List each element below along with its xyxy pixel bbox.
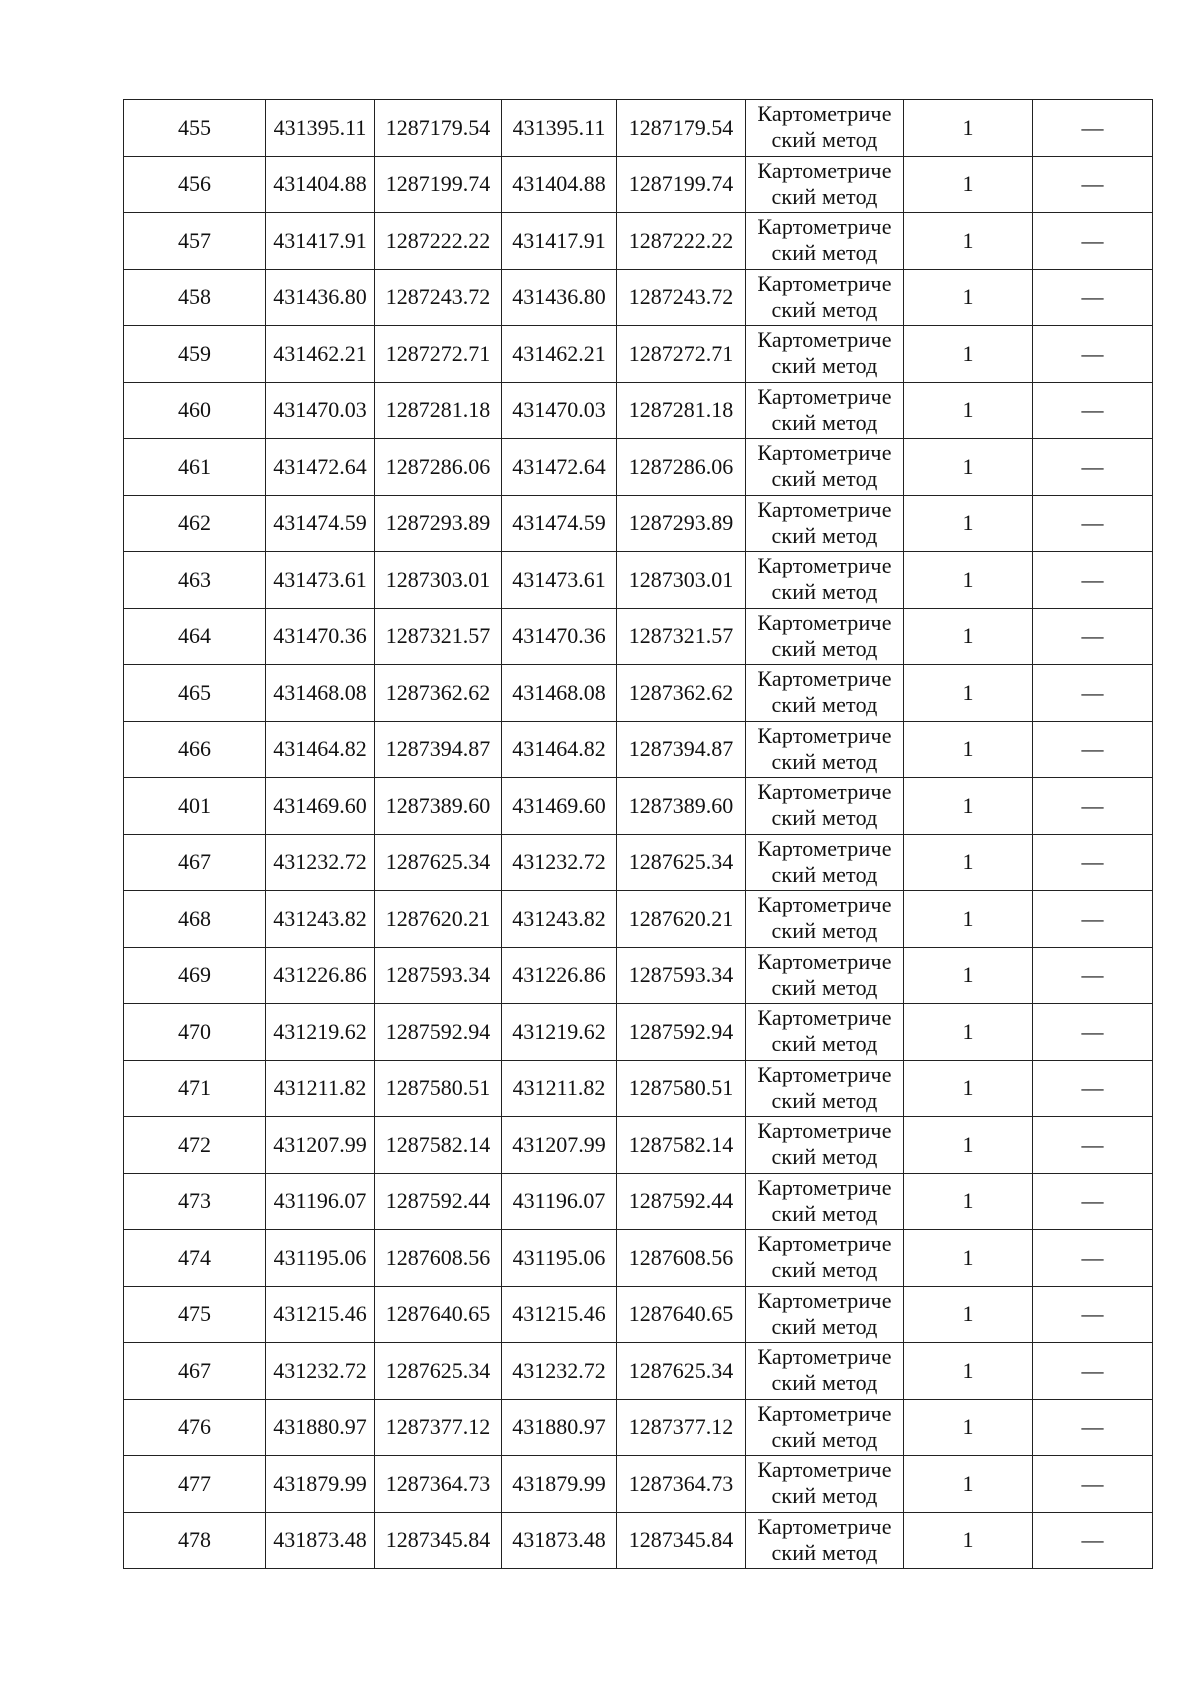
method-line-2: ский метод — [771, 1539, 878, 1565]
description-cell: — — [1033, 1512, 1153, 1569]
description-cell: — — [1033, 495, 1153, 552]
new-y-cell: 1287640.65 — [617, 1286, 746, 1343]
new-y-cell: 1287593.34 — [617, 947, 746, 1004]
new-x-cell: 431472.64 — [502, 439, 617, 496]
method-cell — [746, 382, 904, 439]
new-x-cell: 431395.11 — [502, 100, 617, 157]
point-number-cell: 401 — [124, 778, 266, 835]
table-row — [124, 269, 1153, 326]
existing-y-cell: 1287199.74 — [375, 156, 502, 213]
table-row — [124, 382, 1153, 439]
method-cell — [746, 213, 904, 270]
description-cell: — — [1033, 100, 1153, 157]
point-number-cell: 468 — [124, 891, 266, 948]
existing-x-cell: 431219.62 — [266, 1004, 375, 1061]
existing-y-cell: 1287303.01 — [375, 552, 502, 609]
accuracy-cell: 1 — [904, 1060, 1033, 1117]
new-x-cell: 431196.07 — [502, 1173, 617, 1230]
existing-x-cell: 431468.08 — [266, 665, 375, 722]
accuracy-cell: 1 — [904, 269, 1033, 326]
existing-x-cell: 431232.72 — [266, 834, 375, 891]
existing-x-cell: 431436.80 — [266, 269, 375, 326]
existing-x-cell: 431215.46 — [266, 1286, 375, 1343]
table-row — [124, 608, 1153, 665]
method-line-2: ский метод — [771, 1257, 878, 1282]
method-line-1: Картометриче — [757, 948, 892, 974]
method-cell — [746, 891, 904, 948]
existing-x-cell: 431473.61 — [266, 552, 375, 609]
description-cell: — — [1033, 665, 1153, 722]
method-cell — [746, 1230, 904, 1287]
new-x-cell: 431207.99 — [502, 1117, 617, 1174]
existing-x-cell: 431417.91 — [266, 213, 375, 270]
existing-y-cell: 1287592.94 — [375, 1004, 502, 1061]
new-y-cell: 1287222.22 — [617, 213, 746, 270]
description-cell: — — [1033, 721, 1153, 778]
existing-x-cell: 431226.86 — [266, 947, 375, 1004]
point-number-cell: 466 — [124, 721, 266, 778]
method-cell — [746, 947, 904, 1004]
existing-x-cell: 431207.99 — [266, 1117, 375, 1174]
method-line-1: Картометриче — [757, 609, 892, 635]
point-number-cell: 477 — [124, 1456, 266, 1513]
existing-y-cell: 1287625.34 — [375, 834, 502, 891]
point-number-cell: 465 — [124, 665, 266, 722]
point-number-cell: 473 — [124, 1173, 266, 1230]
description-cell: — — [1033, 891, 1153, 948]
table-row — [124, 834, 1153, 891]
accuracy-cell: 1 — [904, 552, 1033, 609]
method-cell — [746, 834, 904, 891]
new-y-cell: 1287243.72 — [617, 269, 746, 326]
new-x-cell: 431880.97 — [502, 1399, 617, 1456]
point-number-cell: 463 — [124, 552, 266, 609]
table-row — [124, 1173, 1153, 1230]
new-y-cell: 1287272.71 — [617, 326, 746, 383]
existing-y-cell: 1287593.34 — [375, 947, 502, 1004]
point-number-cell: 457 — [124, 213, 266, 270]
method-cell — [746, 100, 904, 157]
new-x-cell: 431470.03 — [502, 382, 617, 439]
method-line-1: Картометриче — [757, 101, 892, 126]
table-row — [124, 947, 1153, 1004]
new-x-cell: 431462.21 — [502, 326, 617, 383]
method-cell — [746, 608, 904, 665]
new-x-cell: 431469.60 — [502, 778, 617, 835]
description-cell: — — [1033, 608, 1153, 665]
method-line-2: ский метод — [771, 692, 878, 717]
table-row — [124, 1004, 1153, 1061]
description-cell: — — [1033, 778, 1153, 835]
description-cell: — — [1033, 382, 1153, 439]
method-line-1: Картометриче — [757, 383, 892, 409]
method-cell — [746, 1343, 904, 1400]
new-x-cell: 431879.99 — [502, 1456, 617, 1513]
table-row — [124, 1286, 1153, 1343]
new-x-cell: 431873.48 — [502, 1512, 617, 1569]
description-cell: — — [1033, 552, 1153, 609]
point-number-cell: 469 — [124, 947, 266, 1004]
existing-x-cell: 431243.82 — [266, 891, 375, 948]
new-y-cell: 1287281.18 — [617, 382, 746, 439]
accuracy-cell: 1 — [904, 382, 1033, 439]
method-line-2: ский метод — [771, 296, 878, 322]
description-cell: — — [1033, 156, 1153, 213]
table-row — [124, 665, 1153, 722]
existing-y-cell: 1287293.89 — [375, 495, 502, 552]
description-cell: — — [1033, 834, 1153, 891]
method-cell — [746, 1173, 904, 1230]
method-line-2: ский метод — [771, 1144, 878, 1169]
point-number-cell: 464 — [124, 608, 266, 665]
point-number-cell: 471 — [124, 1060, 266, 1117]
table-row — [124, 495, 1153, 552]
existing-y-cell: 1287377.12 — [375, 1399, 502, 1456]
point-number-cell: 475 — [124, 1286, 266, 1343]
existing-y-cell: 1287281.18 — [375, 382, 502, 439]
method-line-2: ский метод — [771, 183, 878, 209]
accuracy-cell: 1 — [904, 1512, 1033, 1569]
method-line-2: ский метод — [771, 635, 878, 661]
accuracy-cell: 1 — [904, 495, 1033, 552]
accuracy-cell: 1 — [904, 891, 1033, 948]
method-line-2: ский метод — [771, 579, 878, 604]
table-row — [124, 100, 1153, 157]
method-line-2: ский метод — [771, 353, 878, 378]
new-x-cell: 431436.80 — [502, 269, 617, 326]
method-cell — [746, 439, 904, 496]
accuracy-cell: 1 — [904, 213, 1033, 270]
new-y-cell: 1287580.51 — [617, 1060, 746, 1117]
accuracy-cell: 1 — [904, 1230, 1033, 1287]
point-number-cell: 478 — [124, 1512, 266, 1569]
table-row — [124, 1060, 1153, 1117]
accuracy-cell: 1 — [904, 156, 1033, 213]
new-y-cell: 1287286.06 — [617, 439, 746, 496]
new-y-cell: 1287582.14 — [617, 1117, 746, 1174]
method-line-2: ский метод — [771, 466, 878, 491]
description-cell: — — [1033, 1456, 1153, 1513]
new-y-cell: 1287592.44 — [617, 1173, 746, 1230]
method-line-2: ский метод — [771, 1087, 878, 1113]
new-x-cell: 431474.59 — [502, 495, 617, 552]
method-line-1: Картометриче — [757, 1344, 892, 1369]
method-line-2: ский метод — [771, 409, 878, 435]
existing-y-cell: 1287592.44 — [375, 1173, 502, 1230]
method-line-2: ский метод — [771, 748, 878, 774]
new-x-cell: 431464.82 — [502, 721, 617, 778]
table-row — [124, 552, 1153, 609]
description-cell: — — [1033, 947, 1153, 1004]
method-cell — [746, 778, 904, 835]
method-cell — [746, 721, 904, 778]
method-cell — [746, 156, 904, 213]
description-cell: — — [1033, 1173, 1153, 1230]
accuracy-cell: 1 — [904, 1456, 1033, 1513]
method-line-2: ский метод — [771, 1426, 878, 1452]
table-row — [124, 1399, 1153, 1456]
method-line-2: ский метод — [771, 1483, 878, 1508]
point-number-cell: 456 — [124, 156, 266, 213]
new-x-cell: 431219.62 — [502, 1004, 617, 1061]
existing-x-cell: 431464.82 — [266, 721, 375, 778]
table-row — [124, 326, 1153, 383]
method-cell — [746, 1286, 904, 1343]
existing-y-cell: 1287321.57 — [375, 608, 502, 665]
new-x-cell: 431232.72 — [502, 834, 617, 891]
point-number-cell: 460 — [124, 382, 266, 439]
table-row — [124, 891, 1153, 948]
method-cell — [746, 1004, 904, 1061]
method-line-1: Картометриче — [757, 1287, 892, 1313]
existing-y-cell: 1287625.34 — [375, 1343, 502, 1400]
description-cell: — — [1033, 439, 1153, 496]
existing-y-cell: 1287364.73 — [375, 1456, 502, 1513]
existing-x-cell: 431196.07 — [266, 1173, 375, 1230]
existing-y-cell: 1287272.71 — [375, 326, 502, 383]
table-row — [124, 156, 1153, 213]
existing-y-cell: 1287394.87 — [375, 721, 502, 778]
existing-x-cell: 431474.59 — [266, 495, 375, 552]
new-y-cell: 1287199.74 — [617, 156, 746, 213]
existing-x-cell: 431880.97 — [266, 1399, 375, 1456]
point-number-cell: 476 — [124, 1399, 266, 1456]
coordinates-table — [123, 99, 1153, 1569]
existing-x-cell: 431232.72 — [266, 1343, 375, 1400]
method-line-2: ский метод — [771, 1200, 878, 1226]
existing-y-cell: 1287640.65 — [375, 1286, 502, 1343]
method-line-1: Картометриче — [757, 327, 892, 352]
new-y-cell: 1287377.12 — [617, 1399, 746, 1456]
existing-x-cell: 431879.99 — [266, 1456, 375, 1513]
new-y-cell: 1287303.01 — [617, 552, 746, 609]
existing-x-cell: 431873.48 — [266, 1512, 375, 1569]
new-y-cell: 1287293.89 — [617, 495, 746, 552]
method-cell — [746, 1399, 904, 1456]
method-cell — [746, 1512, 904, 1569]
existing-x-cell: 431470.03 — [266, 382, 375, 439]
method-line-2: ский метод — [771, 127, 878, 152]
point-number-cell: 455 — [124, 100, 266, 157]
table-row — [124, 1512, 1153, 1569]
description-cell: — — [1033, 1343, 1153, 1400]
existing-y-cell: 1287620.21 — [375, 891, 502, 948]
existing-y-cell: 1287286.06 — [375, 439, 502, 496]
method-line-2: ский метод — [771, 974, 878, 1000]
existing-y-cell: 1287582.14 — [375, 1117, 502, 1174]
accuracy-cell: 1 — [904, 608, 1033, 665]
method-line-1: Картометриче — [757, 440, 892, 465]
table-row — [124, 439, 1153, 496]
new-y-cell: 1287345.84 — [617, 1512, 746, 1569]
accuracy-cell: 1 — [904, 721, 1033, 778]
new-x-cell: 431468.08 — [502, 665, 617, 722]
new-x-cell: 431417.91 — [502, 213, 617, 270]
existing-x-cell: 431195.06 — [266, 1230, 375, 1287]
point-number-cell: 458 — [124, 269, 266, 326]
accuracy-cell: 1 — [904, 1399, 1033, 1456]
description-cell: — — [1033, 1230, 1153, 1287]
accuracy-cell: 1 — [904, 1343, 1033, 1400]
new-x-cell: 431226.86 — [502, 947, 617, 1004]
accuracy-cell: 1 — [904, 1117, 1033, 1174]
point-number-cell: 459 — [124, 326, 266, 383]
existing-y-cell: 1287580.51 — [375, 1060, 502, 1117]
method-line-1: Картометриче — [757, 553, 892, 578]
description-cell: — — [1033, 1399, 1153, 1456]
method-cell — [746, 552, 904, 609]
description-cell: — — [1033, 1117, 1153, 1174]
method-line-1: Картометриче — [757, 1231, 892, 1256]
point-number-cell: 467 — [124, 1343, 266, 1400]
accuracy-cell: 1 — [904, 778, 1033, 835]
method-line-1: Картометриче — [757, 1174, 892, 1200]
new-y-cell: 1287394.87 — [617, 721, 746, 778]
method-line-1: Картометриче — [757, 722, 892, 748]
new-x-cell: 431232.72 — [502, 1343, 617, 1400]
description-cell: — — [1033, 326, 1153, 383]
table-row — [124, 1230, 1153, 1287]
new-y-cell: 1287364.73 — [617, 1456, 746, 1513]
table-row — [124, 1343, 1153, 1400]
accuracy-cell: 1 — [904, 439, 1033, 496]
accuracy-cell: 1 — [904, 1173, 1033, 1230]
method-line-1: Картометриче — [757, 1457, 892, 1482]
point-number-cell: 462 — [124, 495, 266, 552]
new-x-cell: 431404.88 — [502, 156, 617, 213]
existing-y-cell: 1287608.56 — [375, 1230, 502, 1287]
new-y-cell: 1287625.34 — [617, 1343, 746, 1400]
existing-x-cell: 431470.36 — [266, 608, 375, 665]
table-row — [124, 778, 1153, 835]
existing-x-cell: 431472.64 — [266, 439, 375, 496]
method-line-1: Картометриче — [757, 1005, 892, 1030]
table-row — [124, 721, 1153, 778]
method-cell — [746, 269, 904, 326]
existing-y-cell: 1287362.62 — [375, 665, 502, 722]
method-line-1: Картометриче — [757, 1118, 892, 1143]
point-number-cell: 467 — [124, 834, 266, 891]
description-cell: — — [1033, 269, 1153, 326]
table-body — [124, 100, 1153, 1569]
new-y-cell: 1287625.34 — [617, 834, 746, 891]
method-cell — [746, 326, 904, 383]
new-y-cell: 1287179.54 — [617, 100, 746, 157]
new-y-cell: 1287389.60 — [617, 778, 746, 835]
method-line-1: Картометриче — [757, 779, 892, 804]
existing-x-cell: 431395.11 — [266, 100, 375, 157]
method-line-2: ский метод — [771, 1370, 878, 1395]
method-cell — [746, 1456, 904, 1513]
point-number-cell: 461 — [124, 439, 266, 496]
accuracy-cell: 1 — [904, 100, 1033, 157]
description-cell: — — [1033, 1060, 1153, 1117]
method-line-2: ский метод — [771, 861, 878, 887]
method-cell — [746, 495, 904, 552]
method-line-1: Картометриче — [757, 270, 892, 296]
method-line-1: Картометриче — [757, 892, 892, 917]
new-y-cell: 1287362.62 — [617, 665, 746, 722]
method-line-1: Картометриче — [757, 1061, 892, 1087]
method-line-2: ский метод — [771, 805, 878, 830]
existing-x-cell: 431211.82 — [266, 1060, 375, 1117]
accuracy-cell: 1 — [904, 834, 1033, 891]
method-line-2: ский метод — [771, 1313, 878, 1339]
accuracy-cell: 1 — [904, 1004, 1033, 1061]
table-row — [124, 1456, 1153, 1513]
new-y-cell: 1287321.57 — [617, 608, 746, 665]
method-line-1: Картометриче — [757, 496, 892, 522]
existing-y-cell: 1287222.22 — [375, 213, 502, 270]
method-line-1: Картометриче — [757, 835, 892, 861]
method-line-1: Картометриче — [757, 666, 892, 691]
accuracy-cell: 1 — [904, 1286, 1033, 1343]
new-x-cell: 431470.36 — [502, 608, 617, 665]
method-line-2: ский метод — [771, 918, 878, 943]
new-x-cell: 431473.61 — [502, 552, 617, 609]
description-cell: — — [1033, 1286, 1153, 1343]
method-line-2: ский метод — [771, 522, 878, 548]
new-x-cell: 431211.82 — [502, 1060, 617, 1117]
existing-x-cell: 431404.88 — [266, 156, 375, 213]
method-line-1: Картометриче — [757, 1400, 892, 1426]
new-x-cell: 431195.06 — [502, 1230, 617, 1287]
method-cell — [746, 665, 904, 722]
new-y-cell: 1287608.56 — [617, 1230, 746, 1287]
method-line-2: ский метод — [771, 240, 878, 265]
new-x-cell: 431243.82 — [502, 891, 617, 948]
existing-y-cell: 1287243.72 — [375, 269, 502, 326]
accuracy-cell: 1 — [904, 326, 1033, 383]
table-row — [124, 213, 1153, 270]
new-y-cell: 1287620.21 — [617, 891, 746, 948]
method-cell — [746, 1117, 904, 1174]
existing-y-cell: 1287345.84 — [375, 1512, 502, 1569]
new-y-cell: 1287592.94 — [617, 1004, 746, 1061]
existing-y-cell: 1287179.54 — [375, 100, 502, 157]
description-cell: — — [1033, 1004, 1153, 1061]
table-row — [124, 1117, 1153, 1174]
point-number-cell: 472 — [124, 1117, 266, 1174]
existing-x-cell: 431469.60 — [266, 778, 375, 835]
new-x-cell: 431215.46 — [502, 1286, 617, 1343]
method-line-1: Картометриче — [757, 157, 892, 183]
method-line-1: Картометриче — [757, 214, 892, 239]
method-line-1: Картометриче — [757, 1513, 892, 1539]
description-cell: — — [1033, 213, 1153, 270]
existing-y-cell: 1287389.60 — [375, 778, 502, 835]
method-line-2: ский метод — [771, 1031, 878, 1056]
accuracy-cell: 1 — [904, 665, 1033, 722]
existing-x-cell: 431462.21 — [266, 326, 375, 383]
accuracy-cell: 1 — [904, 947, 1033, 1004]
method-cell — [746, 1060, 904, 1117]
point-number-cell: 470 — [124, 1004, 266, 1061]
point-number-cell: 474 — [124, 1230, 266, 1287]
